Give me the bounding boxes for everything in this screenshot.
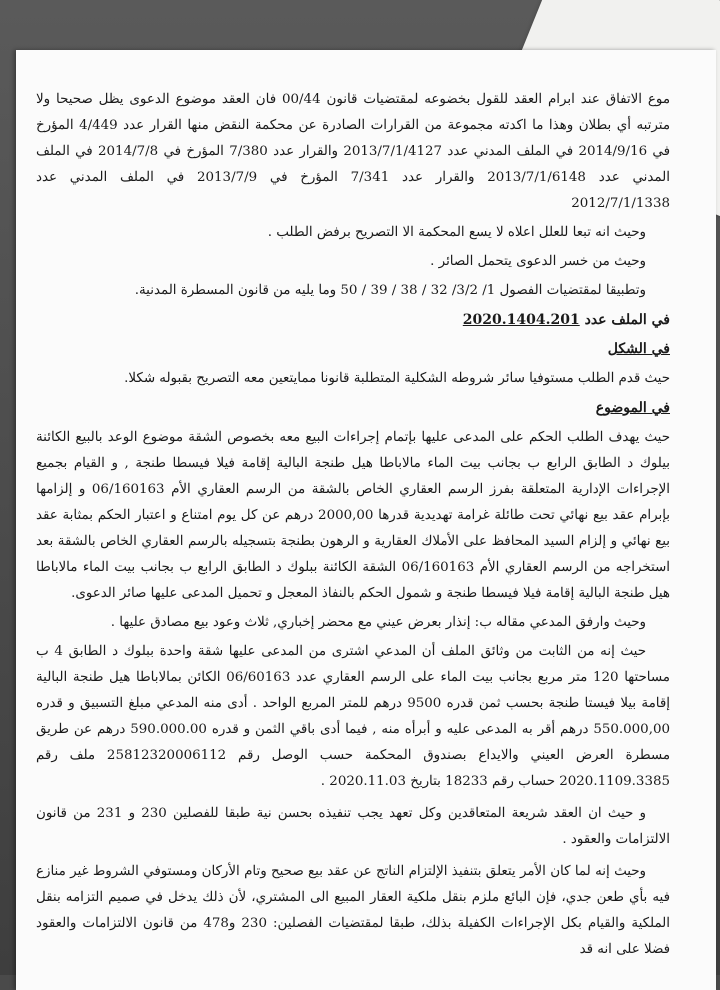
paragraph-contract-law: و حيث ان العقد شريعة المتعاقدين وكل تعهد يجب تنفيذه بحسن نية طبقا للفصلين 230 و 231 من قانون الالتزامات والعقود . [36,806,670,847]
paragraph-court-rulings: موع الاتفاق عند ابرام العقد للقول بخضوعه لمقتضيات قانون 00/44 فان العقد موضوع الدعوى يظل صحيحا ولا مترتبه أي بطلان وهذا ما اكدته مجموعة من القرارات الصادرة عن محكمة النقض منها القرار عدد 4/449 المؤرخ في 2014/9/16 في الملف المدني عدد 2013/7/1/4127 والقرار عدد 7/380 المؤرخ في 2014/7/8 في الملف المدني عدد 2013/7/1/6148 والقرار عدد 7/341 المؤرخ في 2013/7/9 في الملف المدني عدد 2012/7/1/1338 [36,92,670,211]
paragraph-legal-basis: وتطبيقا لمقتضيات الفصول 1/ 3/2/ 32 / 38 / 39 / 50 وما يليه من قانون المسطرة المدنية. [134,283,646,298]
paragraph-rejection: وحيث انه تبعا للعلل اعلاه لا يسع المحكمة الا التصريح برفض الطلب . [267,225,646,240]
document-body [36,87,670,966]
heading-merits: في الموضوع [595,400,670,416]
paragraph-obligation: وحيث إنه لما كان الأمر يتعلق بتنفيذ الإلتزام الناتج عن عقد بيع صحيح وتام الأركان ومستوفي الشروط غير منازع فيه بأي طعن جدي، فإن البائع ملزم بنقل ملكية العقار المبيع الى المشتري، لأن ذلك يدخل في صميم التزامه بنقل الملكية والقيام بكل الإجراءات الكفيلة بذلك، طبقا لمقتضيات الفصلين: 230 و478 من قانون الالتزامات والعقود فضلا على انه قد [36,864,670,957]
paragraph-form: حيث قدم الطلب مستوفيا سائر شروطه الشكلية المتطلبة قانونا ممايتعين معه التصريح بقبوله شكلا. [124,371,670,386]
file-number: 2020.1404.201 [462,312,580,328]
paragraph-claim: حيث يهدف الطلب الحكم على المدعى عليها بإتمام إجراءات البيع معه بخصوص الشقة موضوع الوعد بالبيع الكائنة بيلوك د الطابق الرابع ب بجانب بيت الماء مالاباطا هيل طنجة البالية إقامة فيلا فيسطا طنجة , و القيام بجميع الإجراءات الإدارية المتعلقة بفرز الرسم العقاري الخاص بالشقة من الرسم العقاري الأم 06/160163 و إلزامها بإبرام عقد بيع نهائي تحت طائلة غرامة تهديدية قدرها 2000,00 درهم عن كل يوم امتناع و اعتبار الحكم بمثابة عقد بيع نهائي و إلزام السيد المحافظ على الأملاك العقارية و الرهون بطنجة بتسجيله بالرسم العقاري الخاص بالشقة بعد استخراجه من الرسم العقاري الأم 06/160163 الشقة الكائنة ببلوك د الطابق الرابع ب بجانب بيت الماء مالاباطا هيل طنجة البالية إقامة فيلا فيسطا طنجة و شمول الحكم بالنفاذ المعجل و تحميل المدعى عليها صائر الدعوى. [36,430,670,601]
file-number-prefix: في الملف عدد [584,312,670,328]
heading-form: في الشكل [607,341,670,357]
paragraph-attachments: وحيث وارفق المدعي مقاله ب: إنذار بعرض عيني مع محضر إخباري, ثلاث وعود بيع مصادق عليها . [110,615,646,630]
paragraph-facts: حيث إنه من الثابت من وثائق الملف أن المدعي اشترى من المدعى عليها شقة واحدة ببلوك د الطابق 4 ب مساحتها 120 متر مربع بجانب بيت الماء على الرسم العقاري عدد 06/60163 الكائن بمالاباطا هيل طنجة البالية إقامة بيلا فيستا طنجة بحسب ثمن قدره 9500 درهم للمتر المربع الواحد . أدى منه المدعي مبلغ التسبيق و قدره 550.000,00 درهم أقر به المدعى عليه و أبرأه منه , فيما أدى باقي الثمن و قدره 590.000.00 درهم عن طريق مسطرة العرض العيني والايداع بصندوق المحكمة حسب الوصل رقم 25812320006112 ملف رقم 2020.1109.3385 حساب رقم 18233 بتاريخ 2020.11.03 . [36,644,670,789]
paragraph-costs: وحيث من خسر الدعوى يتحمل الصائر . [430,254,646,269]
document-page [16,50,716,990]
file-number-line [36,307,670,333]
